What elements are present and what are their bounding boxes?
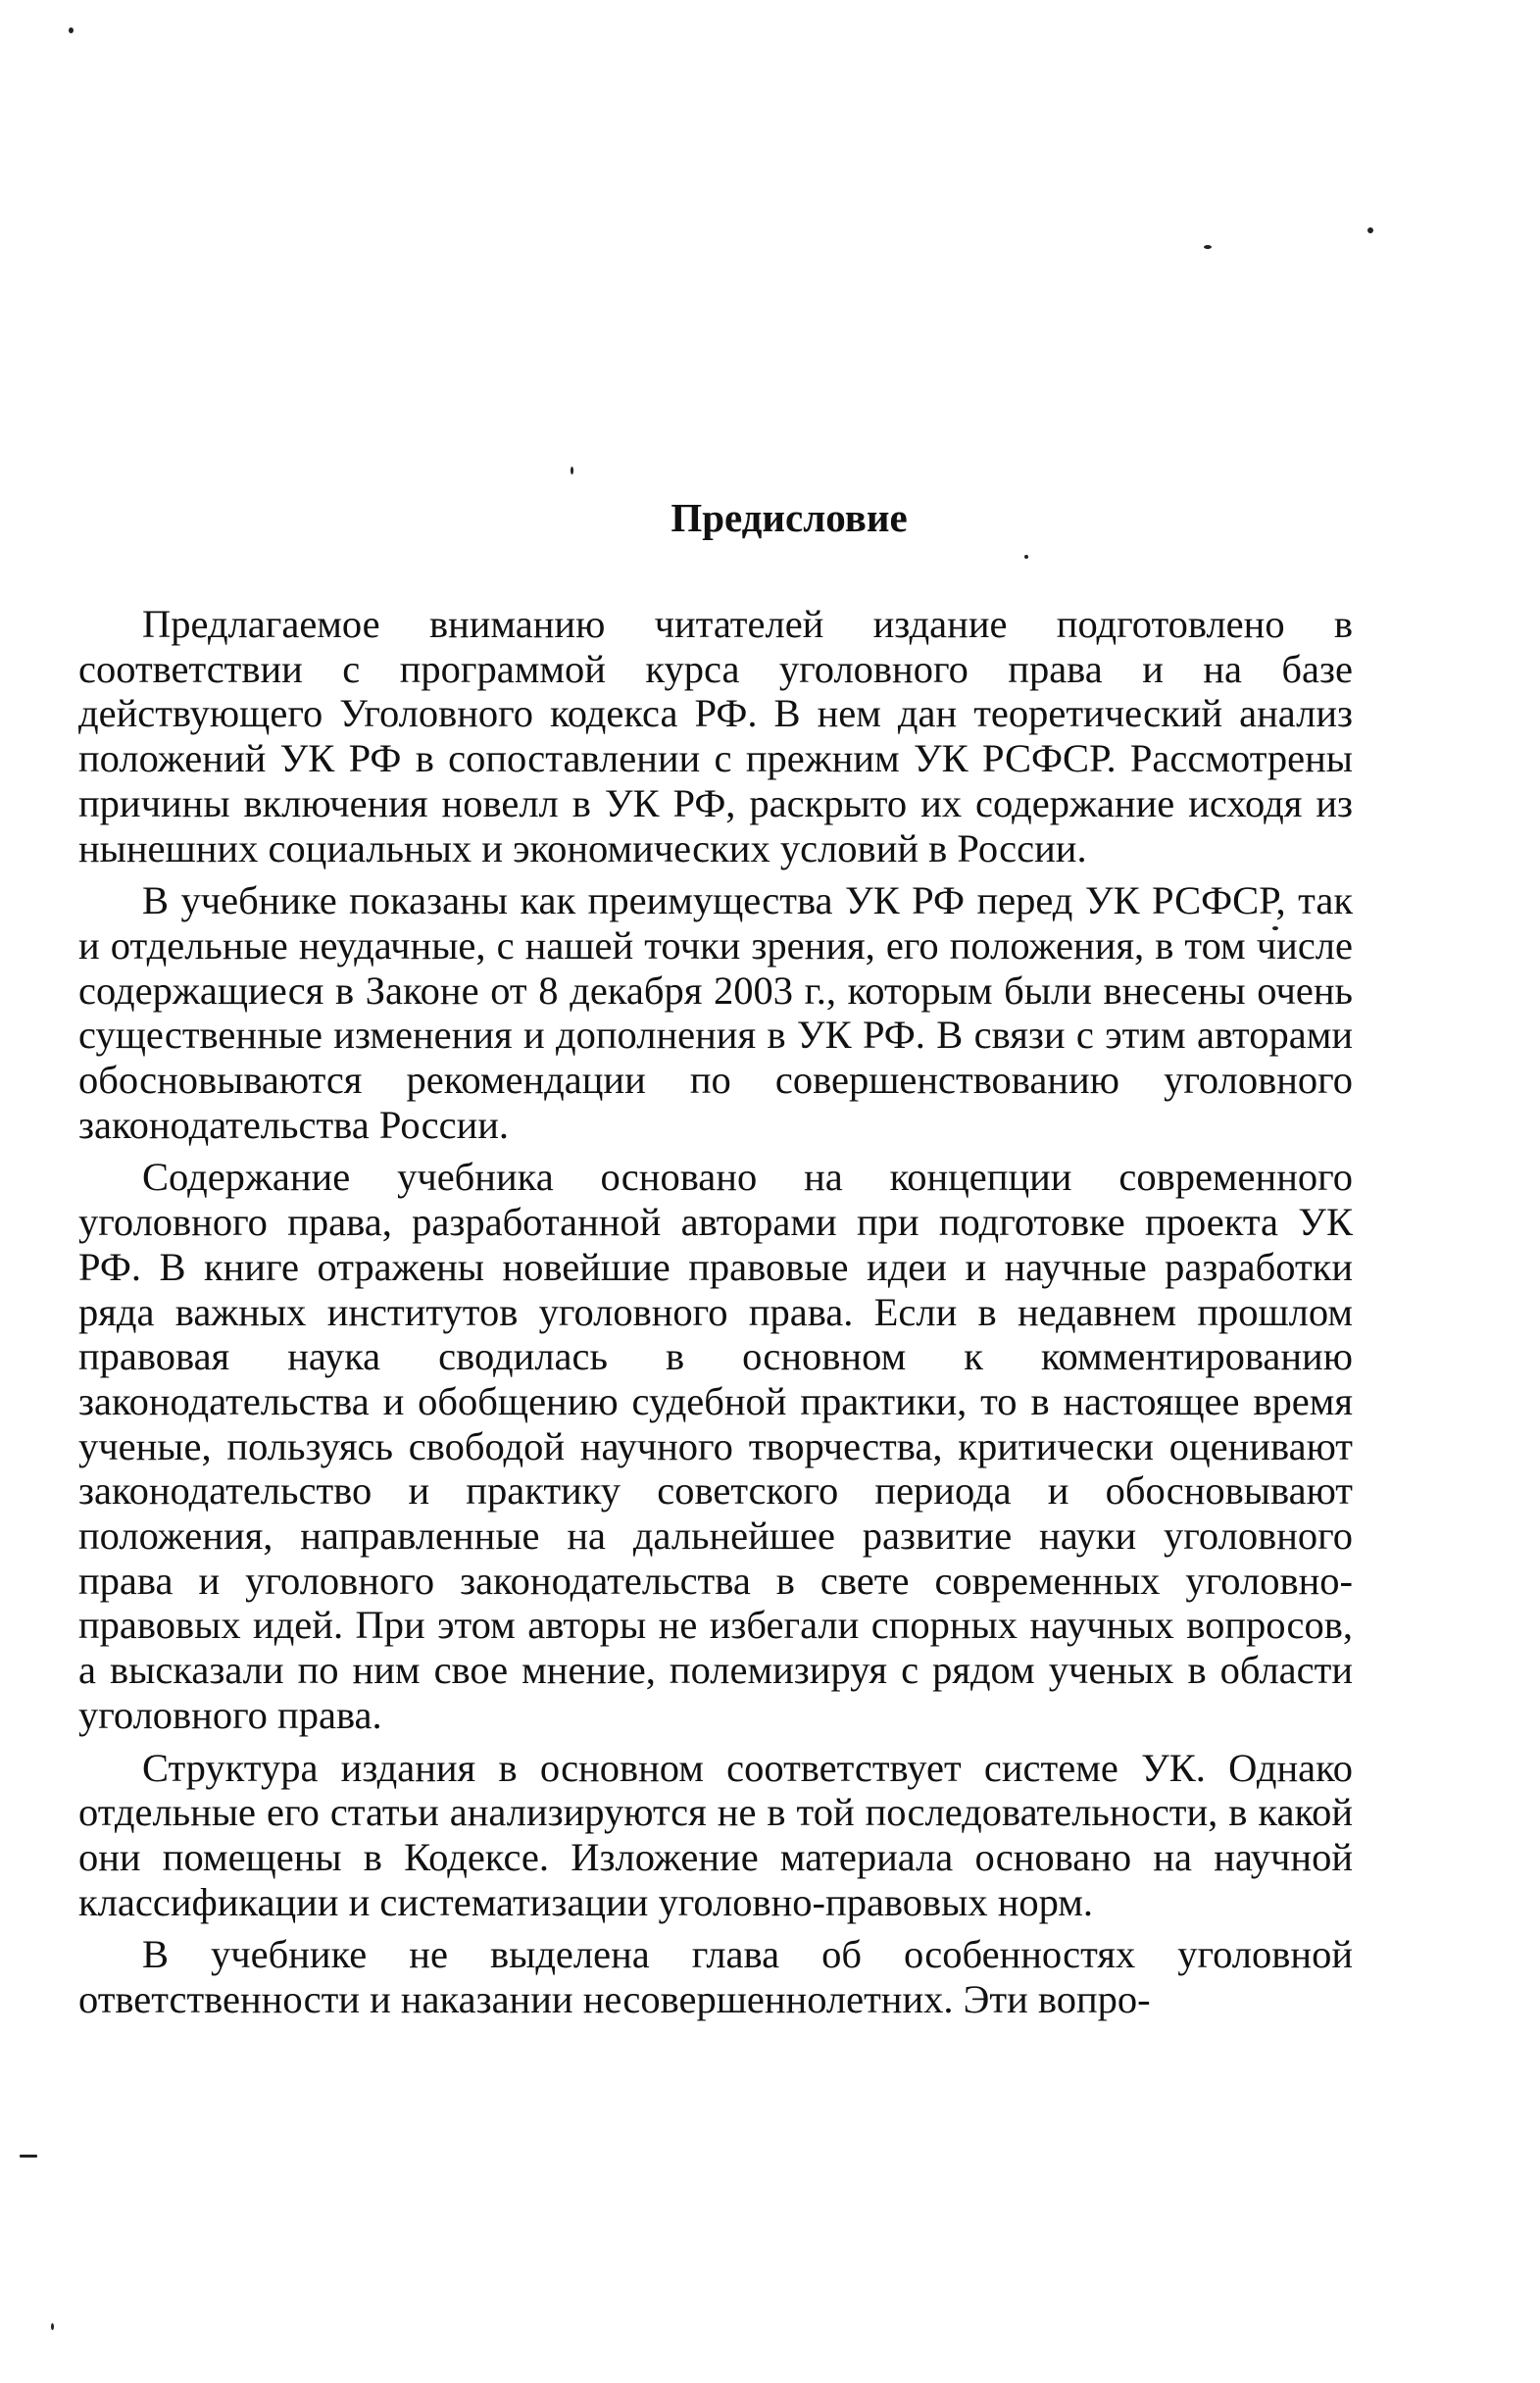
scan-speck bbox=[69, 27, 74, 33]
page-title: Предисловие bbox=[671, 495, 908, 540]
paragraph: В учебнике показаны как преимущества УК РФ перед УК РСФСР, так и отдельные неудачные, с нашей точки зрения, его положения, в том числе содержащиеся в Законе от 8 декабря 2003 г., которым были внесены очень существенные изменения и дополнения в УК РФ. В связи с этим авторами обосновываются рекомендации по совершенствованию уголовного законодательства России. bbox=[78, 878, 1353, 1147]
scan-speck bbox=[51, 2323, 54, 2330]
scan-speck bbox=[571, 467, 573, 474]
document-page bbox=[78, 490, 1353, 2030]
scan-speck bbox=[1367, 227, 1373, 233]
scan-speck bbox=[1204, 245, 1212, 249]
paragraph: В учебнике не выделена глава об особенностях уголовной ответственности и наказании несовершеннолетних. Эти вопро- bbox=[78, 1932, 1353, 2022]
scan-speck bbox=[20, 2155, 37, 2158]
paragraph: Содержание учебника основано на концепции современного уголовного права, разработанной авторами при подготовке проекта УК РФ. В книге отражены новейшие правовые идеи и научные разработки ряда важных институтов уголовного права. Если в недавнем прошлом правовая наука сводилась в основном к комментированию законодательства и обобщению судебной практики, то в настоящее время ученые, пользуясь свободой научного творчества, критически оценивают законодательство и практику советского периода и обосновывают положения, направленные на дальнейшее развитие науки уголовного права и уголовного законодательства в свете современных уголовно-правовых идей. При этом авторы не избегали спорных научных вопросов, а высказали по ним свое мнение, полемизируя с рядом ученых в области уголовного права. bbox=[78, 1155, 1353, 1737]
paragraph: Предлагаемое вниманию читателей издание подготовлено в соответствии с программой курса уголовного права и на базе действующего Уголовного кодекса РФ. В нем дан теоретический анализ положений УК РФ в сопоставлении с прежним УК РСФСР. Рассмотрены причины включения новелл в УК РФ, раскрыто их содержание исходя из нынешних социальных и экономических условий в России. bbox=[78, 602, 1353, 870]
paragraph: Структура издания в основном соответствует системе УК. Однако отдельные его статьи анализируются не в той последовательности, в какой они помещены в Кодексе. Изложение материала основано на научной классификации и систематизации уголовно-правовых норм. bbox=[78, 1745, 1353, 1924]
